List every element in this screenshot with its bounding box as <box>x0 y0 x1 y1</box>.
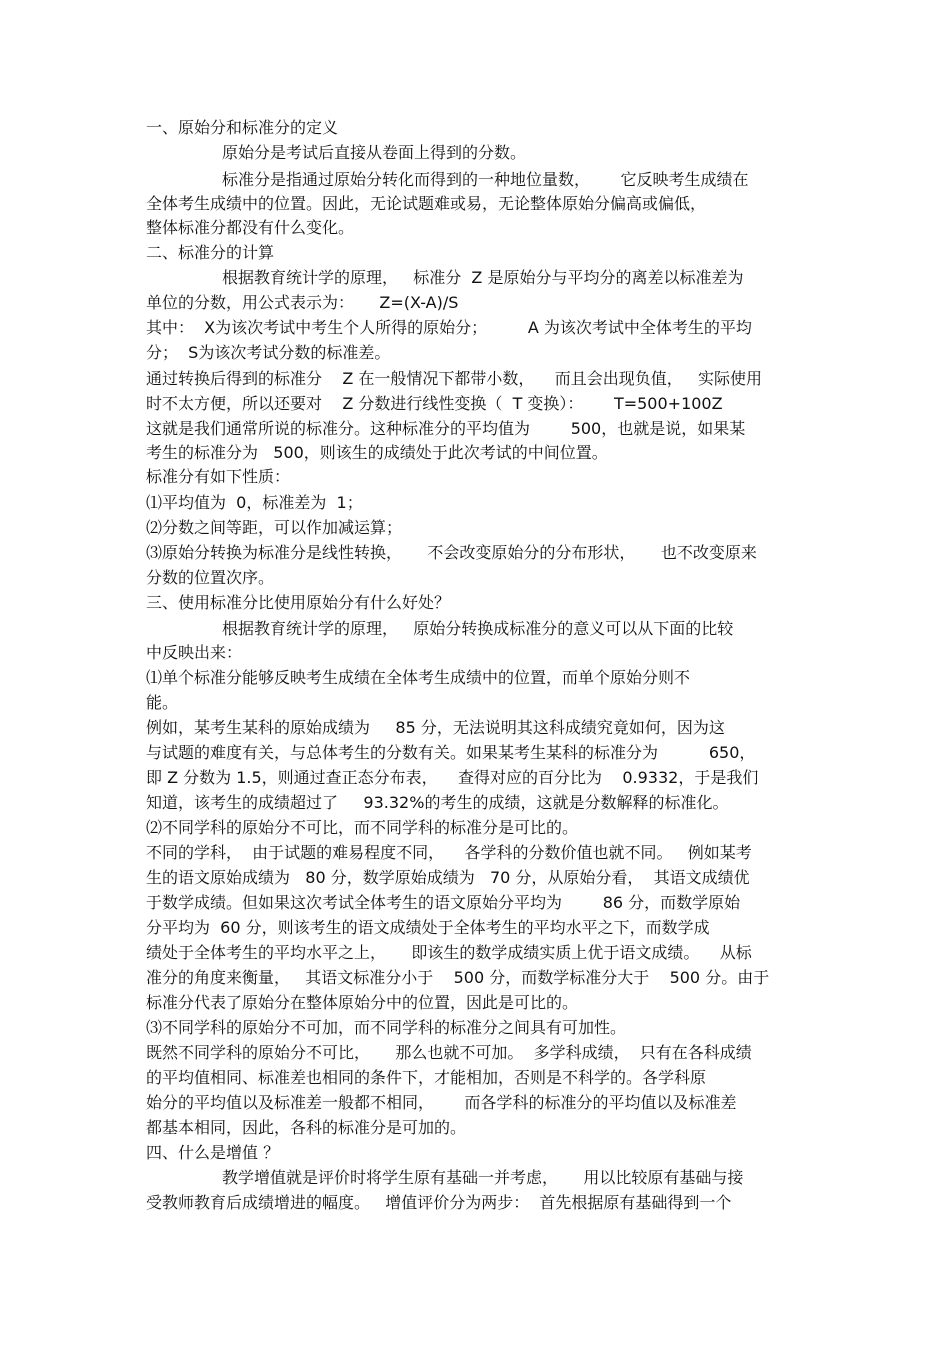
paragraph-line: 即 Z 分数为 1.5，则通过查正态分布表， 查得对应的百分比为 0.9332，于是我们 <box>146 768 759 787</box>
paragraph-line: 能。 <box>146 693 179 712</box>
paragraph-line: 绩处于全体考生的平均水平之上， 即该生的数学成绩实质上优于语文成绩。 从标 <box>146 943 752 962</box>
paragraph-line: 教学增值就是评价时将学生原有基础一并考虑， 用以比较原有基础与接 <box>222 1168 744 1187</box>
paragraph-line: 准分的角度来衡量， 其语文标准分小于 500 分，而数学标准分大于 500 分。由于 <box>146 968 770 987</box>
paragraph-line: 与试题的难度有关，与总体考生的分数有关。如果某考生某科的标准分为 650， <box>146 743 756 762</box>
paragraph-line: 标准分是指通过原始分转化而得到的一种地位量数， 它反映考生成绩在 <box>222 170 749 189</box>
paragraph-line: 原始分是考试后直接从卷面上得到的分数。 <box>222 143 527 162</box>
paragraph-line: 中反映出来： <box>146 643 243 662</box>
paragraph-line: 时不太方便，所以还要对 Z 分数进行线性变换（ T 变换）： T=500+100Z <box>146 394 723 413</box>
paragraph-line: 分； S为该次考试分数的标准差。 <box>146 343 391 362</box>
list-item: ⑶不同学科的原始分不可加，而不同学科的标准分之间具有可加性。 <box>146 1018 627 1037</box>
paragraph-line: 于数学成绩。但如果这次考试全体考生的语文原始分平均为 86 分，而数学原始 <box>146 893 741 912</box>
section-heading: 二、标准分的计算 <box>146 243 275 262</box>
section-heading: 四、什么是增值 ？ <box>146 1143 280 1162</box>
list-item: ⑴平均值为 0，标准差为 1； <box>146 493 363 512</box>
paragraph-line: 分平均为 60 分，则该考生的语文成绩处于全体考生的平均水平之下，而数学成 <box>146 918 710 937</box>
section-heading: 三、使用标准分比使用原始分有什么好处？ <box>146 593 451 612</box>
paragraph-line: 根据教育统计学的原理， 标准分 Z 是原始分与平均分的离差以标准差为 <box>222 268 744 287</box>
paragraph-line: 生的语文原始成绩为 80 分，数学原始成绩为 70 分，从原始分看， 其语文成绩优 <box>146 868 750 887</box>
paragraph-line: 单位的分数，用公式表示为： Z=(X-A)/S <box>146 293 459 312</box>
paragraph-line: 根据教育统计学的原理， 原始分转换成标准分的意义可以从下面的比较 <box>222 619 734 638</box>
paragraph-line: 都基本相同，因此，各科的标准分是可加的。 <box>146 1118 467 1137</box>
paragraph-line: 其中： X为该次考试中考生个人所得的原始分； A 为该次考试中全体考生的平均 <box>146 318 752 337</box>
list-item: ⑵不同学科的原始分不可比，而不同学科的标准分是可比的。 <box>146 818 579 837</box>
paragraph-line: 受教师教育后成绩增进的幅度。 增值评价分为两步： 首先根据原有基础得到一个 <box>146 1193 732 1212</box>
paragraph-line: 分数的位置次序。 <box>146 568 275 587</box>
paragraph-line: 的平均值相同、标准差也相同的条件下，才能相加，否则是不科学的。各学科原 <box>146 1068 707 1087</box>
paragraph-line: 不同的学科， 由于试题的难易程度不同， 各学科的分数价值也就不同。 例如某考 <box>146 843 752 862</box>
paragraph-line: 通过转换后得到的标准分 Z 在一般情况下都带小数， 而且会出现负值， 实际使用 <box>146 369 762 388</box>
paragraph-line: 知道，该考生的成绩超过了 93.32%的考生的成绩，这就是分数解释的标准化。 <box>146 793 729 812</box>
paragraph-line: 始分的平均值以及标准差一般都不相同， 而各学科的标准分的平均值以及标准差 <box>146 1093 737 1112</box>
list-item: ⑵分数之间等距，可以作加减运算； <box>146 518 403 537</box>
paragraph-line: 整体标准分都没有什么变化。 <box>146 218 355 237</box>
paragraph-line: 标准分有如下性质： <box>146 467 291 486</box>
section-heading: 一、原始分和标准分的定义 <box>146 118 339 137</box>
paragraph-line: 这就是我们通常所说的标准分。这种标准分的平均值为 500，也就是说，如果某 <box>146 419 746 438</box>
list-item: ⑴单个标准分能够反映考生成绩在全体考生成绩中的位置，而单个原始分则不 <box>146 668 691 687</box>
paragraph-line: 标准分代表了原始分在整体原始分中的位置，因此是可比的。 <box>146 993 579 1012</box>
paragraph-line: 例如，某考生某科的原始成绩为 85 分，无法说明其这科成绩究竟如何，因为这 <box>146 718 725 737</box>
paragraph-line: 既然不同学科的原始分不可比， 那么也就不可加。 多学科成绩， 只有在各科成绩 <box>146 1043 752 1062</box>
paragraph-line: 考生的标准分为 500，则该生的成绩处于此次考试的中间位置。 <box>146 443 608 462</box>
paragraph-line: 全体考生成绩中的位置。因此，无论试题难或易，无论整体原始分偏高或偏低， <box>146 194 707 213</box>
list-item: ⑶原始分转换为标准分是线性转换， 不会改变原始分的分布形状， 也不改变原来 <box>146 543 757 562</box>
